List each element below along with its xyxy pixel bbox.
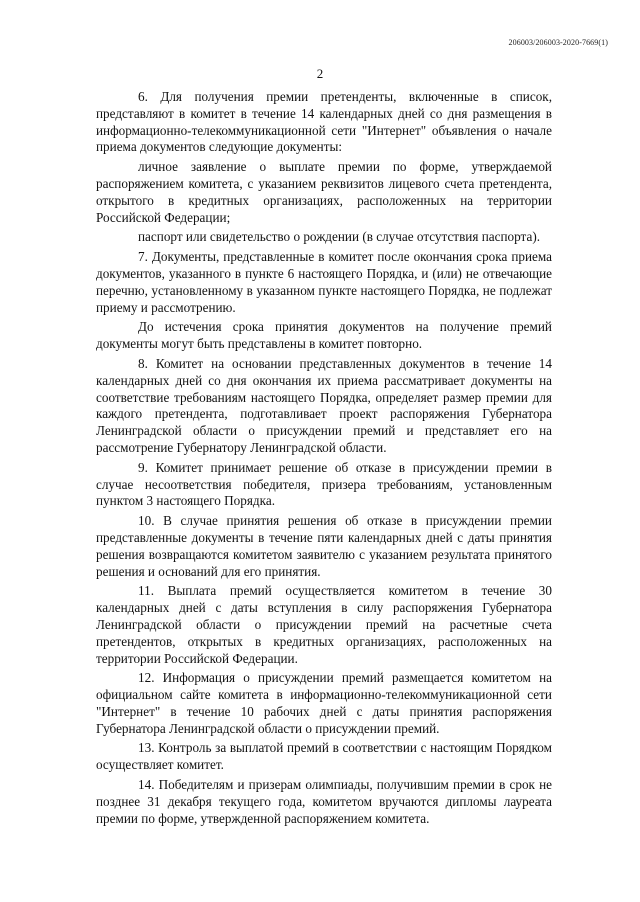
paragraph-6: 6. Для получения премии претенденты, включенные в список, представляют в комитет в течение 14 календарных дней со дня размещения в информационно-телекоммуникационной сети "Интернет" объявления о начале приема документов следующие документы: xyxy=(96,89,552,155)
paragraph-6-item-application: личное заявление о выплате премии по форме, утверждаемой распоряжением комитета, с указанием реквизитов лицевого счета претендента, открытого в кредитных организациях, расположенных на территории Российской Федерации; xyxy=(96,159,552,225)
paragraph-7: 7. Документы, представленные в комитет после окончания срока приема документов, указанного в пункте 6 настоящего Порядка, и (или) не отвечающие перечню, установленному в указанном пункте настоящего Порядка, не подлежат приему и рассмотрению. xyxy=(96,249,552,315)
paragraph-13: 13. Контроль за выплатой премий в соответствии с настоящим Порядком осуществляет комитет. xyxy=(96,740,552,773)
paragraph-7-resubmission: До истечения срока принятия документов на получение премий документы могут быть представлены в комитет повторно. xyxy=(96,319,552,352)
page-number: 2 xyxy=(316,66,324,81)
paragraph-11: 11. Выплата премий осуществляется комитетом в течение 30 календарных дней с даты вступления в силу распоряжения Губернатора Ленинградской области о присуждении премий на расчетные счета претендентов, открытых в кредитных организациях, расположенных на территории Российской Федерации. xyxy=(96,583,552,666)
paragraph-8: 8. Комитет на основании представленных документов в течение 14 календарных дней со дня окончания их приема рассматривает документы на соответствие требованиям настоящего Порядка, определяет размер премии для каждого претендента, подготавливает проект распоряжения Губернатора Ленинградской области о присуждении премий и представляет его на рассмотрение Губернатору Ленинградской области. xyxy=(96,355,552,455)
paragraph-12: 12. Информация о присуждении премий размещается комитетом на официальном сайте комитета в информационно-телекоммуникационной сети "Интернет" в течение 10 рабочих дней с даты принятия распоряжения Губернатора Ленинградской области о присуждении премий. xyxy=(96,670,552,736)
document-body xyxy=(96,89,552,830)
paragraph-10: 10. В случае принятия решения об отказе в присуждении премии представленные документы в течение пяти календарных дней с даты принятия решения возвращаются комитетом заявителю с указанием результата принятого решения и оснований для его принятия. xyxy=(96,513,552,579)
paragraph-6-item-passport: паспорт или свидетельство о рождении (в случае отсутствия паспорта). xyxy=(138,229,541,245)
paragraph-9: 9. Комитет принимает решение об отказе в присуждении премии в случае несоответствия победителя, призера требованиям, установленным пунктом 3 настоящего Порядка. xyxy=(96,459,552,509)
paragraph-14: 14. Победителям и призерам олимпиады, получившим премии в срок не позднее 31 декабря текущего года, комитетом вручаются дипломы лауреата премии по форме, утвержденной распоряжением комитета. xyxy=(96,777,552,826)
document-id: 206003/206003-2020-7669(1) xyxy=(508,38,608,47)
